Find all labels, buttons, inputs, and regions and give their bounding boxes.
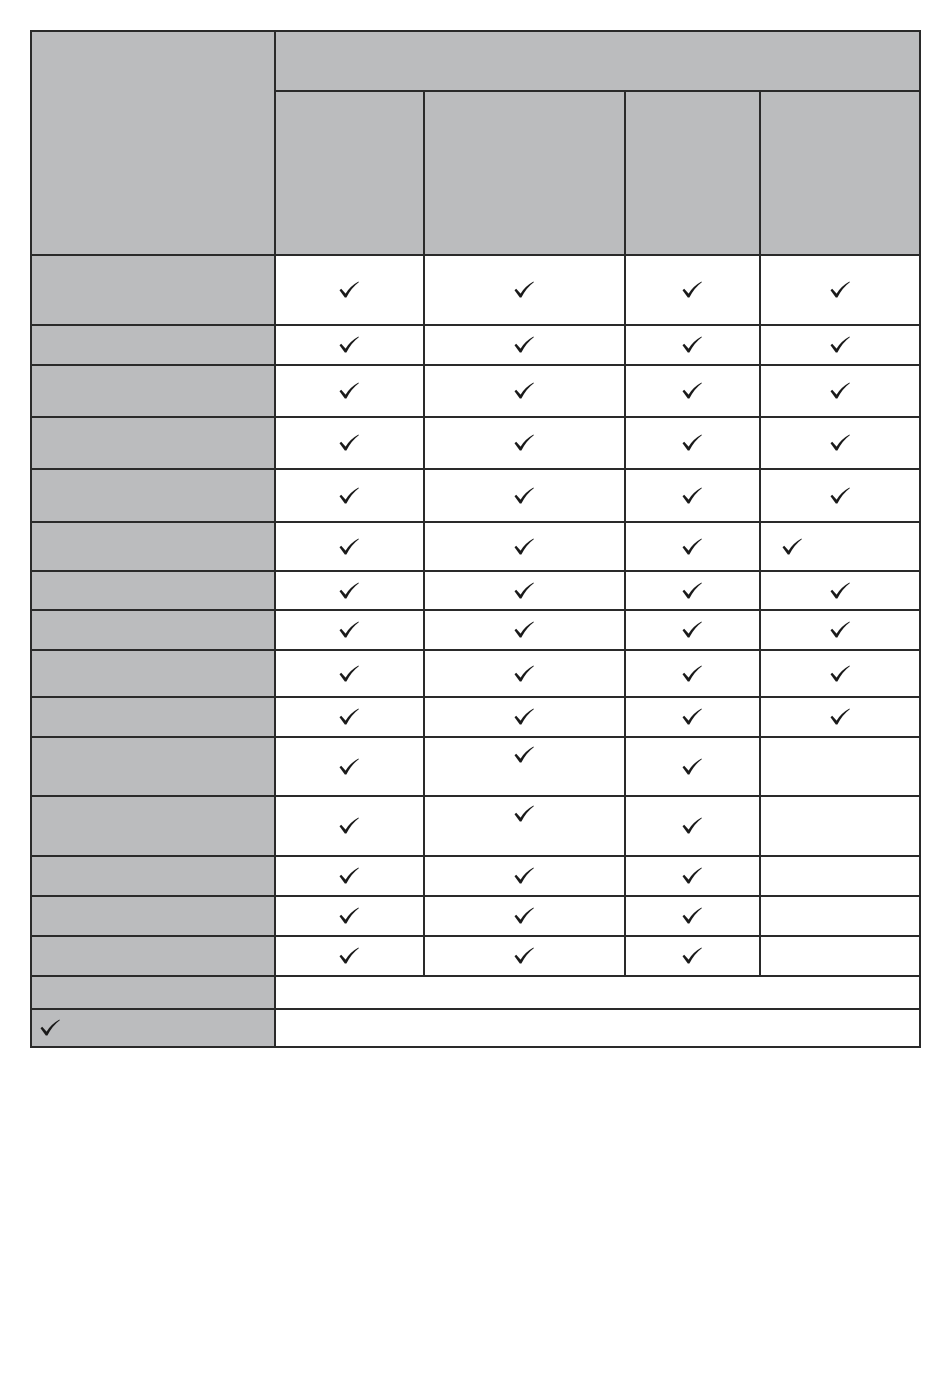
corner-header-cell — [30, 30, 274, 254]
table-cell — [423, 855, 624, 895]
table-cell — [274, 254, 423, 324]
row-label-cell — [30, 696, 274, 736]
row-label-cell — [30, 468, 274, 521]
table-cell — [624, 649, 759, 696]
column-header-3 — [624, 90, 759, 254]
table-cell — [274, 521, 423, 570]
column-header-1 — [274, 90, 423, 254]
table-cell — [423, 736, 624, 795]
table-cell — [624, 324, 759, 364]
table-cell — [423, 696, 624, 736]
footer-merged-cell — [274, 975, 921, 1008]
table-cell — [423, 416, 624, 468]
table-cell — [624, 895, 759, 935]
footer-merged-cell — [274, 1008, 921, 1048]
row-label-cell — [30, 570, 274, 609]
footer-label-cell — [30, 975, 274, 1008]
table-cell — [274, 795, 423, 855]
table-cell — [759, 895, 921, 935]
group-header-cell — [274, 30, 921, 90]
table-cell — [759, 935, 921, 975]
table-cell — [759, 468, 921, 521]
row-label-cell — [30, 364, 274, 416]
table-cell — [274, 324, 423, 364]
table-cell — [759, 696, 921, 736]
table-cell — [274, 696, 423, 736]
table-cell — [624, 609, 759, 649]
table-cell — [624, 416, 759, 468]
table-cell — [423, 895, 624, 935]
table-cell — [759, 364, 921, 416]
table-cell — [624, 364, 759, 416]
row-label-cell — [30, 736, 274, 795]
table-cell — [624, 736, 759, 795]
table-cell — [423, 609, 624, 649]
table-cell — [423, 935, 624, 975]
table-cell — [423, 795, 624, 855]
row-label-cell — [30, 895, 274, 935]
table-cell — [759, 736, 921, 795]
table-cell — [624, 254, 759, 324]
table-cell — [274, 609, 423, 649]
table-cell — [423, 324, 624, 364]
row-label-cell — [30, 935, 274, 975]
table-cell — [759, 855, 921, 895]
table-cell — [423, 468, 624, 521]
table-cell — [624, 795, 759, 855]
table-cell — [624, 521, 759, 570]
row-label-cell — [30, 649, 274, 696]
table-cell — [759, 609, 921, 649]
table-cell — [759, 324, 921, 364]
footer-label-cell — [30, 1008, 274, 1048]
row-label-cell — [30, 254, 274, 324]
table-cell — [274, 416, 423, 468]
table-cell — [274, 468, 423, 521]
table-cell — [274, 855, 423, 895]
table-cell — [759, 416, 921, 468]
table-cell — [759, 795, 921, 855]
table-cell — [274, 570, 423, 609]
table-cell — [274, 935, 423, 975]
column-header-2 — [423, 90, 624, 254]
table-cell — [423, 521, 624, 570]
table-cell — [624, 696, 759, 736]
row-label-cell — [30, 416, 274, 468]
table-cell — [624, 468, 759, 521]
table-cell — [759, 521, 921, 570]
table-cell — [423, 649, 624, 696]
table-cell — [759, 570, 921, 609]
table-cell — [423, 364, 624, 416]
table-cell — [624, 855, 759, 895]
table-cell — [274, 895, 423, 935]
table-cell — [624, 570, 759, 609]
row-label-cell — [30, 795, 274, 855]
table-cell — [274, 364, 423, 416]
table-cell — [759, 649, 921, 696]
table-cell — [423, 570, 624, 609]
table-cell — [759, 254, 921, 324]
table-cell — [624, 935, 759, 975]
table-cell — [423, 254, 624, 324]
table-cell — [274, 736, 423, 795]
table-cell — [274, 649, 423, 696]
row-label-cell — [30, 324, 274, 364]
row-label-cell — [30, 855, 274, 895]
column-header-4 — [759, 90, 921, 254]
row-label-cell — [30, 521, 274, 570]
row-label-cell — [30, 609, 274, 649]
